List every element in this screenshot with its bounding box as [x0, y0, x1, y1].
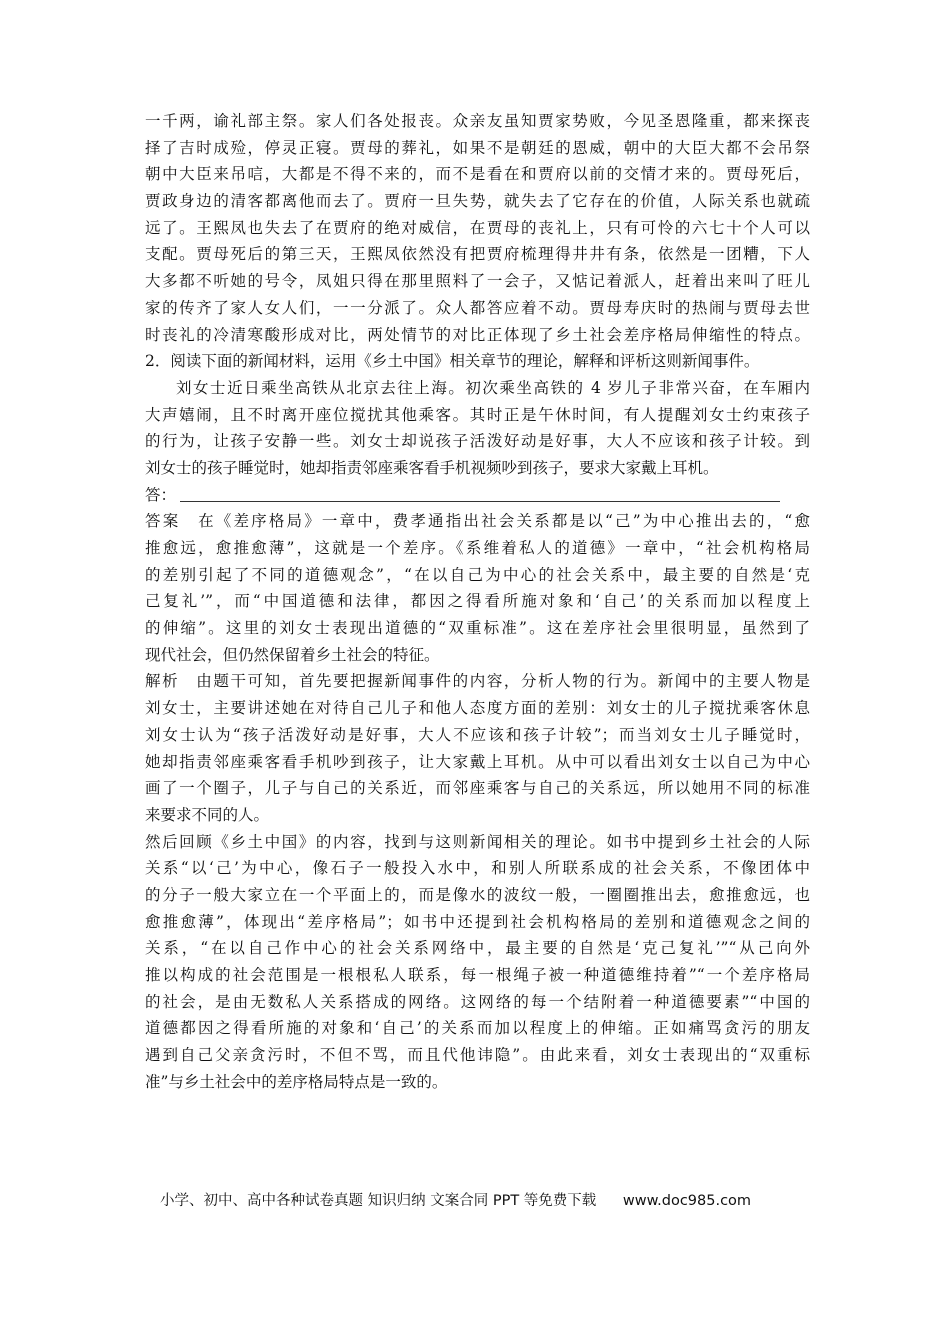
text-line: 解析 由题干可知，首先要把握新闻事件的内容，分析人物的行为。新闻中的主要人物是 [145, 672, 810, 691]
text-line: 来要求不同的人。 [145, 805, 270, 824]
text-line: 答案 在《差序格局》一章中，费孝通指出社会关系都是以“己”为中心推出去的，“愈 [145, 512, 810, 531]
text-line: 的分子一般大家立在一个平面上的，而是像水的波纹一般，一圈圈推出去，愈推愈远，也 [145, 885, 810, 904]
text-line: 愈推愈薄”，体现出“差序格局”；如书中还提到社会机构格局的差别和道德观念之间的 [145, 912, 810, 931]
question-prompt: 2．阅读下面的新闻材料，运用《乡土中国》相关章节的理论，解释和评析这则新闻事件。 [145, 352, 760, 371]
text-line: 刘女士的孩子睡觉时，她却指责邻座乘客看手机视频吵到孩子，要求大家戴上耳机。 [145, 458, 719, 477]
text-line: 遇到自己父亲贪污时，不但不骂，而且代他讳隐”。由此来看，刘女士表现出的“双重标 [145, 1046, 810, 1065]
text-line: 贾政身边的清客都离他而去了。贾府一旦失势，就失去了它存在的价值，人际关系也就疏 [145, 192, 810, 211]
news-material [145, 375, 810, 482]
answer-blank[interactable] [145, 482, 810, 509]
text-line: 大多都不听她的号令，凤姐只得在那里照料了一会子，又惦记着派人，赶着出来叫了旺儿 [145, 272, 810, 291]
text-line: 己复礼’”，而“中国道德和法律，都因之得看所施对象和‘自己’的关系而加以程度上 [145, 592, 810, 611]
text-line: 她却指责邻座乘客看手机吵到孩子，让大家戴上耳机。从中可以看出刘女士以自己为中心 [145, 752, 810, 771]
text-line: 的差别引起了不同的道德观念”，“在以自己为中心的社会关系中，最主要的自然是‘克 [145, 565, 810, 584]
text-line: 推愈远，愈推愈薄”，这就是一个差序。《系维着私人的道德》一章中，“社会机构格局 [145, 539, 810, 557]
text-line: 的行为，让孩子安静一些。刘女士却说孩子活泼好动是好事，大人不应该和孩子计较。到 [145, 432, 810, 451]
text-line: 然后回顾《乡土中国》的内容，找到与这则新闻相关的理论。如书中提到乡土社会的人际 [145, 832, 810, 851]
answer-underline[interactable] [180, 487, 780, 502]
text-line: 择了吉时成殓，停灵正寝。贾母的葬礼，如果不是朝廷的恩威，朝中的大臣大都不会吊祭 [145, 138, 810, 157]
text-line: 朝中大臣来吊唁，大都是不得不来的，而不是看在和贾府以前的交情才来的。贾母死后， [145, 165, 810, 184]
footer-link[interactable]: www.doc985.com [622, 1193, 752, 1209]
text-line: 的伸缩”。这里的刘女士表现出道德的“双重标准”。这在差序社会里很明显，虽然到了 [145, 619, 810, 638]
text-line: 刘女士近日乘坐高铁从北京去往上海。初次乘坐高铁的 4 岁儿子非常兴奋，在车厢内 [176, 378, 810, 397]
text-line: 准”与乡土社会中的差序格局特点是一致的。 [145, 1072, 448, 1091]
text-line: 道德都因之得看所施的对象和‘自己’的关系而加以程度上的伸缩。正如痛骂贪污的朋友 [145, 1019, 810, 1038]
text-line: 时丧礼的冷清寒酸形成对比，两处情节的对比正体现了乡土社会差序格局伸缩性的特点。 [145, 325, 810, 344]
question-2 [145, 348, 810, 508]
answer-label: 答： [145, 485, 177, 504]
text-line: 支配。贾母死后的第三天，王熙凤依然没有把贾府梳理得井井有条，依然是一团糟，下人 [145, 245, 810, 264]
text-line: 关系“以‘己’为中心，像石子一般投入水中，和别人所联系成的社会关系，不像团体中 [145, 859, 810, 878]
text-line: 现代社会，但仍然保留着乡土社会的特征。 [145, 645, 440, 664]
page-footer [160, 1189, 800, 1210]
text-line: 画了一个圈子，儿子与自己的关系近，而邻座乘客与自己的关系远，所以她用不同的标准 [145, 779, 810, 798]
text-line: 家的传齐了家人女人们，一一分派了。众人都答应着不动。贾母寿庆时的热闹与贾母去世 [145, 298, 810, 317]
text-line: 大声嬉闹，且不时离开座位搅扰其他乘客。其时正是午休时间，有人提醒刘女士约束孩子 [145, 405, 810, 424]
text-line: 刘女士，主要讲述她在对待自己儿子和他人态度方面的差别：刘女士的儿子搅扰乘客休息 [145, 699, 810, 718]
text-line: 的社会，是由无数私人关系搭成的网络。这网络的每一个结附着一种道德要素”“中国的 [145, 992, 810, 1011]
text-line: 推以构成的社会范围是一根根私人联系，每一根绳子被一种道德维持着”“一个差序格局 [145, 966, 810, 984]
answer-section [145, 508, 810, 668]
text-line: 远了。王熙凤也失去了在贾府的绝对威信，在贾母的丧礼上，只有可怜的六七十个人可以 [145, 218, 810, 237]
text-line: 一千两，谕礼部主祭。家人们各处报丧。众亲友虽知贾家势败，今见圣恩隆重，都来探丧 [145, 112, 810, 130]
continuation-paragraph [145, 108, 810, 348]
analysis-section [145, 668, 810, 1095]
text-line: 刘女士认为“孩子活泼好动是好事，大人不应该和孩子计较”；而当刘女士儿子睡觉时， [145, 725, 810, 744]
text-line: 关系，“在以自己作中心的社会关系网络中，最主要的自然是‘克己复礼’”“从己向外 [145, 939, 810, 958]
footer-text: 小学、初中、高中各种试卷真题 知识归纳 文案合同 PPT 等免费下载 [160, 1193, 597, 1209]
document-body [145, 108, 810, 1095]
